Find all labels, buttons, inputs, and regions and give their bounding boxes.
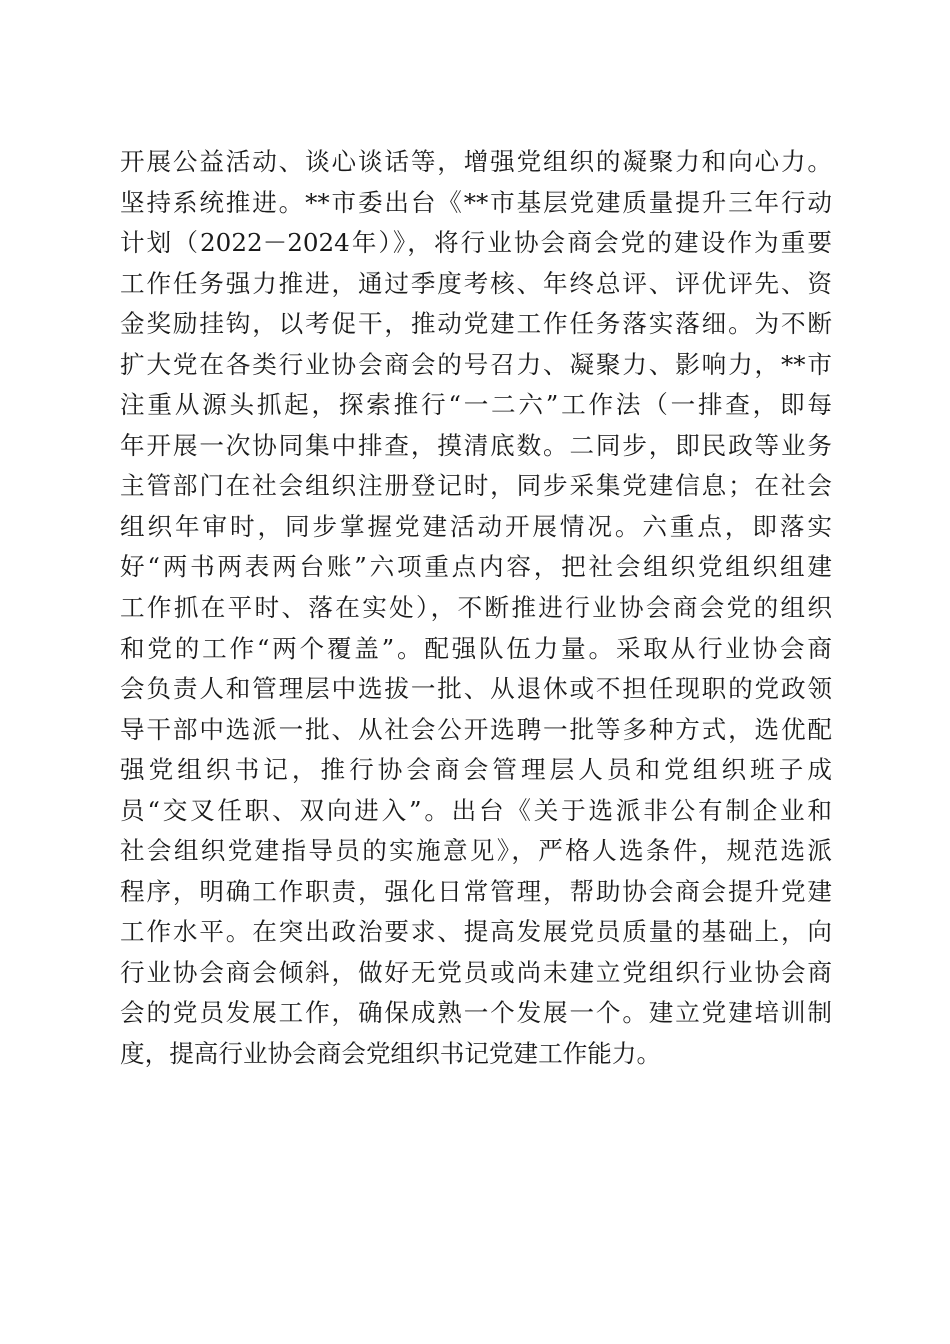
text-line: 计划（2022－2024年）》，将行业协会商会党的建设作为重要 xyxy=(120,228,832,258)
text-line: 工作抓在平时、落在实处），不断推进行业协会商会党的组织 xyxy=(120,593,832,623)
text-line: 导干部中选派一批、从社会公开选聘一批等多种方式，选优配 xyxy=(120,714,832,744)
text-line: 员“交叉任职、双向进入”。出台《关于选派非公有制企业和 xyxy=(120,795,832,825)
body-paragraph xyxy=(120,142,832,1075)
text-line: 和党的工作“两个覆盖”。配强队伍力量。采取从行业协会商 xyxy=(120,633,832,663)
text-line: 程序，明确工作职责，强化日常管理，帮助协会商会提升党建 xyxy=(120,876,832,906)
text-line: 坚持系统推进。**市委出台《**市基层党建质量提升三年行动 xyxy=(120,187,832,217)
text-line: 度，提高行业协会商会党组织书记党建工作能力。 xyxy=(120,1039,662,1069)
text-line: 强党组织书记，推行协会商会管理层人员和党组织班子成 xyxy=(120,755,832,785)
text-line: 好“两书两表两台账”六项重点内容，把社会组织党组织组建 xyxy=(120,552,832,582)
text-line: 社会组织党建指导员的实施意见》，严格人选条件，规范选派 xyxy=(120,836,832,866)
text-line: 金奖励挂钩，以考促干，推动党建工作任务落实落细。为不断 xyxy=(120,309,832,339)
text-line: 开展公益活动、谈心谈话等，增强党组织的凝聚力和向心力。 xyxy=(120,147,832,176)
text-line: 行业协会商会倾斜，做好无党员或尚未建立党组织行业协会商 xyxy=(120,957,832,987)
text-line: 主管部门在社会组织注册登记时，同步采集党建信息；在社会 xyxy=(120,471,832,501)
text-line: 组织年审时，同步掌握党建活动开展情况。六重点，即落实 xyxy=(120,511,832,541)
text-line: 年开展一次协同集中排查，摸清底数。二同步，即民政等业务 xyxy=(120,430,832,460)
text-line: 注重从源头抓起，探索推行“一二六”工作法（一排查，即每 xyxy=(120,390,832,420)
text-line: 扩大党在各类行业协会商会的号召力、凝聚力、影响力，**市 xyxy=(120,349,832,379)
text-line: 会负责人和管理层中选拔一批、从退休或不担任现职的党政领 xyxy=(120,674,832,704)
text-line: 工作任务强力推进，通过季度考核、年终总评、评优评先、资 xyxy=(120,268,832,298)
text-line: 工作水平。在突出政治要求、提高发展党员质量的基础上，向 xyxy=(120,917,832,947)
text-line: 会的党员发展工作，确保成熟一个发展一个。建立党建培训制 xyxy=(120,998,832,1028)
